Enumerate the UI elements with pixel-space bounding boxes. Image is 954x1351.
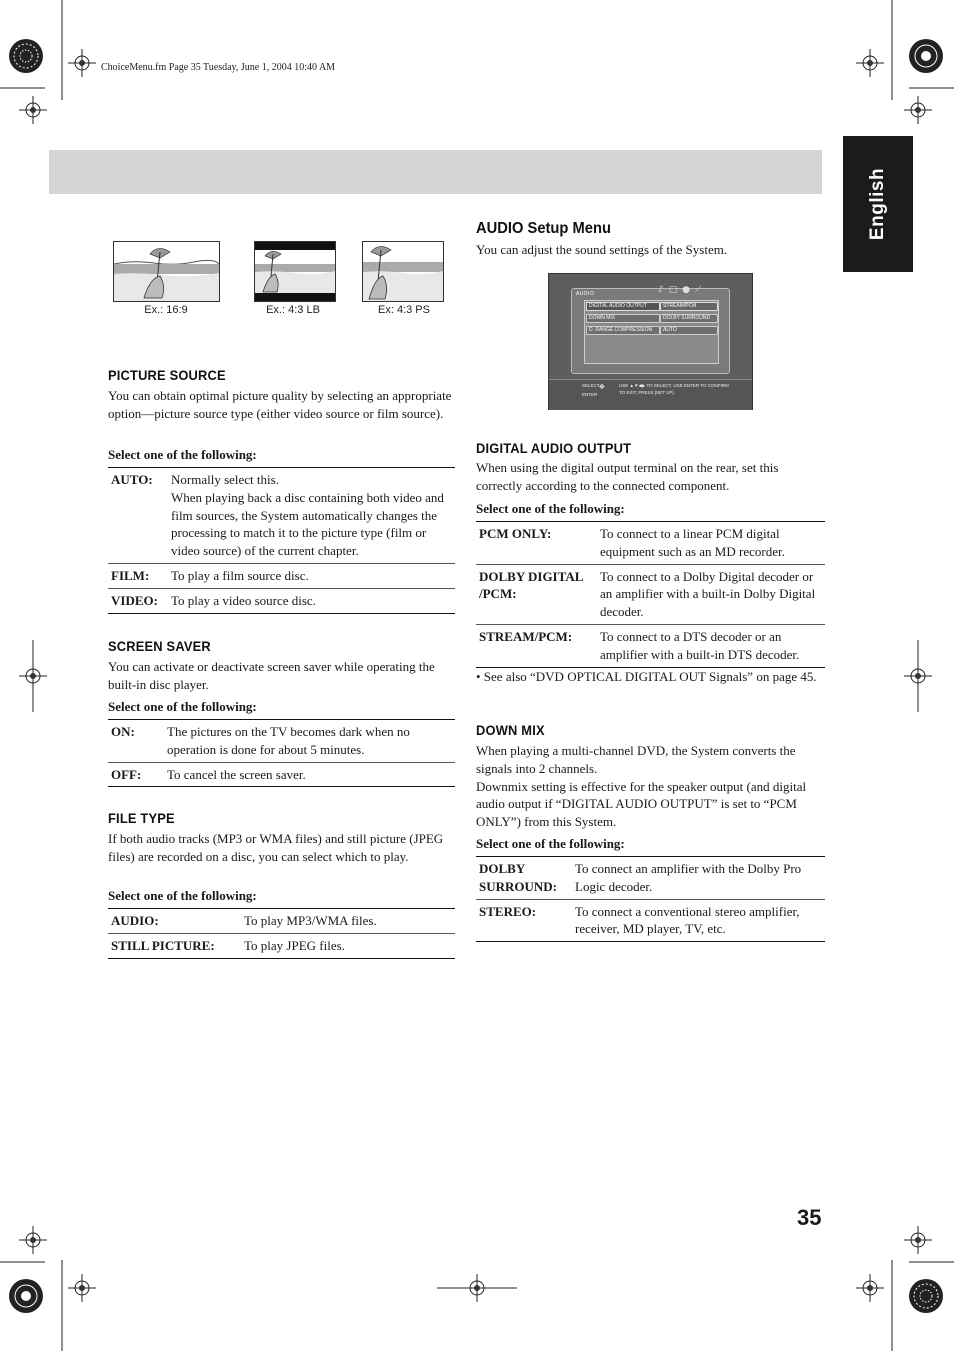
table-row bbox=[108, 468, 455, 564]
down-mix-intro: When playing a multi-channel DVD, the System converts the signals into 2 channels. Downmix setting is effective for the speaker output (and digital audio output if “DIGITAL AUDIO OUTPUT” is set to “PCM ONLY”) from this System. bbox=[476, 743, 807, 830]
osd-row-value: STREAM/PCM bbox=[660, 302, 718, 311]
option-value: To connect to a DTS decoder or an amplifier with a built-in DTS decoder. bbox=[597, 624, 825, 667]
table-row bbox=[108, 909, 455, 934]
digital-audio-output-intro: When using the digital output terminal on the rear, set this correctly according to the connected component. bbox=[476, 460, 779, 493]
osd-footer-hint: TO EXIT, PRESS [SET UP]. bbox=[619, 390, 675, 395]
osd-footer bbox=[549, 379, 752, 410]
option-value: To connect an amplifier with the Dolby Pro Logic decoder. bbox=[575, 861, 802, 894]
option-key: STEREO: bbox=[476, 899, 572, 942]
audio-setup-intro: You can adjust the sound settings of the System. bbox=[476, 242, 728, 257]
thumbnail-caption: Ex.: 4:3 LB bbox=[266, 304, 320, 316]
table-row bbox=[108, 762, 455, 787]
table-row bbox=[108, 933, 455, 958]
option-key: STILL PICTURE: bbox=[108, 933, 241, 958]
option-value: To play a video source disc. bbox=[168, 588, 455, 613]
table-row bbox=[476, 857, 825, 900]
option-key: AUTO: bbox=[111, 472, 153, 487]
section-heading-digital-audio-output: DIGITAL AUDIO OUTPUT bbox=[476, 440, 632, 456]
down-mix-table bbox=[476, 856, 825, 942]
option-value: To play a film source disc. bbox=[168, 563, 455, 588]
language-tab-label: English bbox=[867, 167, 888, 241]
osd-tab-icons bbox=[658, 285, 718, 297]
thumbnail-4-3-lb bbox=[254, 241, 336, 302]
digital-audio-output-table bbox=[476, 521, 825, 668]
select-label: Select one of the following: bbox=[108, 699, 257, 714]
section-heading-audio-setup: AUDIO Setup Menu bbox=[476, 220, 611, 237]
table-row bbox=[476, 624, 825, 667]
option-key: OFF: bbox=[108, 762, 164, 787]
osd-row-label: D. RANGE COMPRESSION bbox=[586, 326, 660, 335]
section-heading-down-mix: DOWN MIX bbox=[476, 722, 545, 738]
language-tab bbox=[843, 136, 913, 272]
option-key: DOLBY SURROUND: bbox=[479, 861, 557, 894]
table-row bbox=[476, 899, 825, 942]
picture-source-intro: You can obtain optimal picture quality by selecting an appropriate option—picture source type (either video source or film source). bbox=[108, 388, 452, 421]
page-number: 35 bbox=[797, 1205, 822, 1230]
osd-row-label: DOWN MIX bbox=[586, 314, 660, 323]
table-row bbox=[108, 588, 455, 613]
select-label: Select one of the following: bbox=[476, 836, 625, 851]
osd-footer-select: SELECT bbox=[582, 383, 600, 388]
option-key: DOLBY DIGITAL /PCM: bbox=[476, 564, 597, 624]
section-heading-screen-saver: SCREEN SAVER bbox=[108, 638, 211, 654]
option-key: VIDEO: bbox=[108, 588, 168, 613]
file-type-table bbox=[108, 908, 455, 959]
select-label: Select one of the following: bbox=[108, 447, 257, 462]
osd-footer-enter: ENTER bbox=[582, 392, 598, 397]
option-value: To connect to a Dolby Digital decoder or an amplifier with a built-in Dolby Digital decoder. bbox=[597, 564, 825, 624]
option-key: PCM ONLY: bbox=[479, 526, 552, 541]
option-value: To connect a conventional stereo amplifier, receiver, MD player, TV, etc. bbox=[572, 899, 825, 942]
file-header-line: ChoiceMenu.fm Page 35 Tuesday, June 1, 2004 10:40 AM bbox=[101, 62, 336, 73]
audio-tab-icon: ▢ bbox=[668, 285, 683, 295]
thumbnail-4-3-ps bbox=[362, 241, 444, 302]
osd-title: AUDIO bbox=[576, 291, 595, 297]
section-heading-file-type: FILE TYPE bbox=[108, 810, 175, 826]
option-key: AUDIO: bbox=[111, 913, 159, 928]
select-label: Select one of the following: bbox=[108, 888, 257, 903]
osd-footer-hint: USE ▲▼◀▶ TO SELECT. USE ENTER TO CONFIRM bbox=[619, 383, 729, 388]
option-key: FILM: bbox=[108, 563, 168, 588]
table-row bbox=[476, 564, 825, 624]
system-tab-icon: ● bbox=[682, 285, 696, 295]
see-also-note: • See also “DVD OPTICAL DIGITAL OUT Signals” on page 45. bbox=[476, 669, 817, 684]
table-row bbox=[108, 720, 455, 763]
thumbnail-caption: Ex: 4:3 PS bbox=[378, 304, 430, 316]
speaker-tab-icon: ⟋ bbox=[695, 285, 707, 295]
section-heading-picture-source: PICTURE SOURCE bbox=[108, 367, 226, 383]
option-value: To cancel the screen saver. bbox=[164, 762, 455, 787]
header-band bbox=[49, 150, 822, 194]
osd-row-value: AUTO bbox=[660, 326, 718, 335]
option-key: STREAM/PCM: bbox=[476, 624, 597, 667]
picture-tab-icon: ♪ bbox=[658, 285, 669, 295]
screen-saver-table bbox=[108, 719, 455, 787]
thumbnail-16-9 bbox=[113, 241, 220, 302]
option-value: Normally select this. When playing back a disc containing both video and film sources, the System automatically changes the processing to match it to the picture type (film or video source) of the current chapter. bbox=[171, 472, 444, 559]
audio-setup-osd-screenshot bbox=[548, 273, 753, 410]
table-row bbox=[476, 522, 825, 565]
screen-saver-intro: You can activate or deactivate screen saver while operating the built-in disc player. bbox=[108, 659, 435, 692]
option-value: The pictures on the TV becomes dark when no operation is done for about 5 minutes. bbox=[167, 724, 410, 757]
dpad-icon: ✥ bbox=[599, 383, 605, 391]
file-type-intro: If both audio tracks (MP3 or WMA files) and still picture (JPEG files) are recorded on a disc, you can select which to play. bbox=[108, 831, 444, 864]
picture-source-table bbox=[108, 467, 455, 614]
table-row bbox=[108, 563, 455, 588]
osd-row-value: DOLBY SURROUND bbox=[660, 314, 718, 323]
option-value: To play JPEG files. bbox=[241, 933, 455, 958]
select-label: Select one of the following: bbox=[476, 501, 625, 516]
osd-panel bbox=[571, 285, 730, 374]
option-value: To connect to a linear PCM digital equipment such as an MD recorder. bbox=[600, 526, 785, 559]
option-key: ON: bbox=[111, 724, 135, 739]
thumbnail-caption: Ex.: 16:9 bbox=[144, 304, 188, 316]
osd-row-label: DIGITAL AUDIO OUTPUT bbox=[586, 302, 660, 311]
option-value: To play MP3/WMA files. bbox=[244, 913, 377, 928]
